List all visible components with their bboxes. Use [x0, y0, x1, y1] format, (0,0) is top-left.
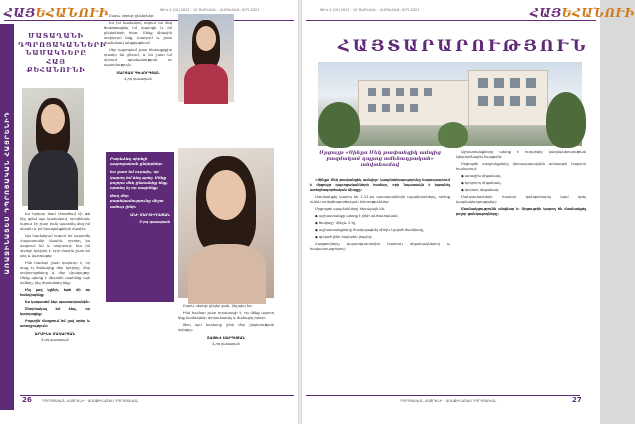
paragraph: Ես իմ նամակով ուզում եմ ձեզ ծանոթացնել իմ դպրոցի և իմ ընկերների հետ: Մենք միասին սովորում ենք, խաղում և շատ ժամանակ անցկացնում: [104, 21, 172, 45]
page-footer: ԴՊՐՈՑԱԿԱՆ ՀԱՅՐԵՆԻ · ԱՌԱՋԻՆԱՏԵՍ ԴՊՐՈՑԱԿԱՆ [42, 399, 139, 403]
section-title: ՄԱՏԱՂԱՆԻ ԴՊՐՈՑԱԿԱՆՆԵՐԻ ՆԱՄԱԿՆԵՐԸ ՀԱՅ ՔԵՀԱՆՈՒՆԻ [18, 32, 107, 74]
paragraph: Ես երկար ժամ մտածում էի թե ինչ գրեմ այս նամակում, որովհետև ուզում էի շատ բան պատմել ձեզ իմ մասին և իմ երազանքների մասին: [20, 212, 90, 231]
bold-line: Բոլորին մաղթում եմ լավ օրեր և առողջություն: [20, 319, 90, 328]
paragraph: Բարևձեզ սիրելի դպրոցական ընկերներ: [110, 156, 163, 167]
page-number: 26 [22, 396, 32, 404]
student-photo-3 [178, 148, 274, 298]
left-page [0, 0, 300, 424]
highlight-letter-box [106, 152, 174, 302]
magazine-logo: ՀԱՅԵՀԱՆՈՒԻ [530, 6, 635, 20]
paragraph: Թող մեր բարեկամությունը միշտ ամուր լինի: [110, 193, 164, 209]
page-footer: ԴՊՐՈՑԱԿԱՆ ՀԱՅՐԵՆԻ · ԱՌԱՋԻՆԱՏԵՍ ԴՊՐՈՑԱԿԱՆ [400, 399, 497, 403]
header-rule [306, 20, 596, 21]
bold-line: Շնորհակալ եմ ձեզ, որ կարդացիք: [20, 307, 90, 316]
paragraph: Ինձ համար շատ ուրախալի է, որ մենք կարող ենք նամակներ փոխանակել և ճանաչել իրար: [178, 311, 274, 320]
list-item: ◆ երրորդ մրցանակ: [461, 188, 500, 192]
bold-line: Ես կսպասեմ ձեր պատասխանին: [25, 300, 90, 304]
paragraph: Աշխատանքները պետք է ուղարկել կազմակերպության էլեկտրոնային հասցեին: [456, 150, 586, 159]
paragraph: Մրցույթի պայմանները հետևյալն են. [315, 207, 386, 211]
announcement-column-1 [310, 178, 450, 254]
author-name: ՏԱԹԵՎ ՍԱՐԳՍՅԱՆ [206, 335, 246, 340]
paragraph: Մասնակցել կարող են 1-12-րդ դասարանների աշակերտները, որոնք ունեն ստեղծագործական հմտություններ: [310, 195, 450, 204]
paragraph: Բարև սիրելի ընկեր ջան, ինչպես ես: [183, 304, 253, 308]
list-item: ◆ աշխատանքը պետք է լինի անհատական, [315, 214, 399, 218]
author-name: ՄԱՐՅԱՄ ԳԵՎՈՐԳՅԱՆ [116, 70, 160, 75]
issue-header: ԹԻՎ 4 (10) 2021 · 10 ՏԱՐԵԿԱՆ · ՀԱՅԿԱԿԱՆ ՏՈՂ 2021 [320, 8, 420, 12]
bold-paragraph: Մասնակցությունն անվճար է: Մրցույթին կարող են մասնակցել բոլոր ցանկացողները: [456, 207, 586, 216]
intro-paragraph: «Սինքս Մեկ թափանցիկ ամպից» կազմակերպությունը հայտարարում է մրցույթ դպրոցականների համար, որի նպատակն է խթանել ստեղծագործական միտքը: [310, 178, 450, 192]
announcement-subtitle: Մրցույթ «Սինքս Մեկ թափանցիկ ամպից բազմակամ դպրոց ամենադրական» անվանումով [319, 150, 441, 169]
paragraph: Հաղթողները կպարգևատրվեն հատուկ մրցանակներով և հավաստագրերով: [310, 242, 450, 251]
paragraph: Ինձ համար շատ կարևոր է, որ դուք էլ ճանաչեք մեր երկիրը, մեր սովորույթները և մեր մշակույթը: Մենք պետք է միասին պահենք այն ամենը, ինչ ժառանգել ենք: [20, 261, 90, 285]
letter-column-3 [178, 304, 274, 349]
author-grade: 4-րդ դասարան [124, 77, 152, 81]
paragraph: Բարև սիրելի ընկերներ: [109, 14, 155, 18]
paragraph: Թող այս նամակը լինի մեր ընկերության սկիզբը: [178, 323, 274, 332]
building-photo [318, 62, 582, 146]
list-item: ◆ գրված լինի հայերեն լեզվով: [315, 235, 373, 239]
student-photo-2 [178, 14, 234, 102]
footer-rule [306, 395, 580, 396]
author-grade: 5-րդ դասարան [41, 338, 69, 342]
announcement-column-2 [456, 150, 586, 219]
spread-gutter [298, 0, 302, 424]
paragraph: Մեր դպրոցում շատ հետաքրքիր դասեր են լինում, և ես շատ եմ սիրում գրականություն ու պատմություն: [104, 48, 172, 67]
paragraph: Ես շատ եմ ուրախ, որ կարող եմ ձեզ գրել: Մենք բոլորս մեկ ընտանիք ենք, որտեղ էլ որ ապրենք: [110, 169, 169, 191]
page-number: 27 [572, 396, 582, 404]
author-grade: 5-րդ դասարան [139, 220, 170, 225]
list-item: ◆ երկրորդ մրցանակ, [461, 181, 502, 185]
list-item: ◆ աշխատանքները ներկայացնել մինչև նշված ժամկետը, [315, 228, 425, 232]
list-item: ◆ ծավալը՝ մինչև 2 էջ, [315, 221, 357, 225]
paragraph: Մրցույթի արդյունքները կհրապարակվեն ամսագրի հաջորդ համարում: [456, 162, 586, 171]
list-item: ◆ առաջին մրցանակ, [461, 174, 502, 178]
author-grade: 5-րդ դասարան [212, 342, 240, 346]
announcement-title: ՀԱՅՏԱՐԱՐՈՒԹՅՈՒՆ [338, 36, 589, 55]
author-name: ԱՐՄԻՆԵ ՄԱԿԱՐՅԱՆ [34, 331, 76, 336]
letter-column-1 [20, 212, 90, 345]
paragraph: Այս նամակում ուզում եմ պատմել Հայաստանի մասին, որտեղ ես ապրում եմ և սովորում: Սա իմ սիրելի երկիրն է, որի մասին շատ եմ լսել և կարդացել: [20, 234, 90, 258]
author-name: ԱՆԻ ՄԱՐՏԻՐՈՍՅԱՆ [130, 211, 170, 217]
bold-line: Ինչ լավ կլինի, եթե մի օր հանդիպենք: [20, 288, 90, 297]
magazine-logo: ՀԱՅԵՀԱՆՈՒԻ [4, 6, 109, 20]
issue-header: ԹԻՎ 4 (10) 2021 · 10 ՏԱՐԵԿԱՆ · ՀԱՅԿԱԿԱՆ ՏՈՂ 2021 [160, 8, 260, 12]
paragraph: Մանրամասների համար զանգահարել կամ գրել կազմակերպությանը: [456, 195, 586, 204]
letter-column-2 [104, 14, 172, 84]
vertical-band-text: ԱՌԱՋԻՆԱՏԵՍ ԴՊՐՈՑԱԿԱՆ ՀԱՅՐԵՆԻԴ [3, 111, 11, 275]
student-photo-1 [22, 88, 84, 206]
footer-rule [20, 395, 294, 396]
